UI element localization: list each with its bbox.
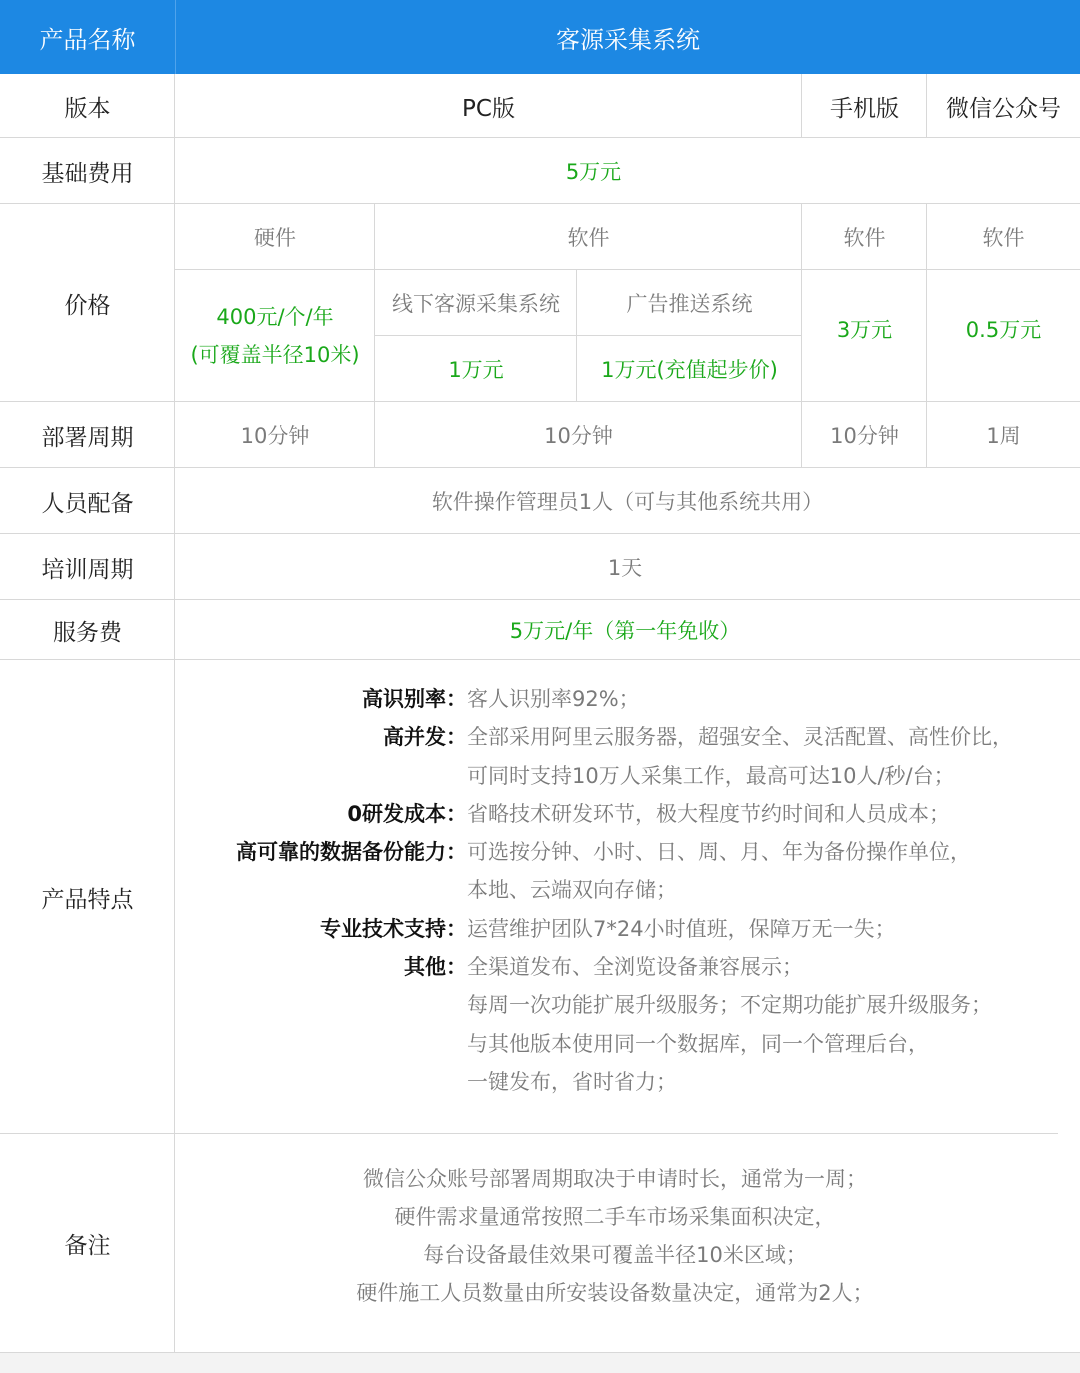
deploy-hardware: 10分钟 (240, 424, 310, 448)
column-divider (801, 204, 802, 468)
price-offline-name-cell (375, 270, 577, 336)
features-label-cell (0, 660, 175, 1134)
version-label: 版本 (64, 95, 111, 122)
row-divider (0, 137, 1080, 138)
price-mobile-value-cell (802, 270, 927, 388)
header-label: 产品名称 (39, 25, 136, 54)
row-divider (0, 401, 1080, 402)
feature-name: 高可靠的数据备份能力： (236, 840, 467, 865)
price-offline-value-cell (375, 336, 577, 402)
version-pc-cell (175, 74, 802, 138)
row-divider (375, 335, 802, 336)
price-wechat-value: 0.5万元 (965, 318, 1042, 342)
staff-value: 软件操作管理员1人（可与其他系统共用） (431, 490, 824, 514)
deploy-mobile-cell (802, 402, 927, 468)
row-divider (0, 659, 1080, 660)
row-divider (0, 1352, 1080, 1353)
features-list (175, 680, 1055, 1101)
base-fee-value: 5万元 (565, 160, 622, 184)
training-label: 培训周期 (41, 556, 134, 583)
feature-name: 高并发： (383, 725, 467, 750)
service-fee-value-cell (175, 600, 1075, 660)
feature-item (175, 795, 1055, 833)
price-hardware-header-cell (175, 204, 375, 270)
base-fee-label: 基础费用 (41, 160, 134, 187)
feature-item (175, 718, 1055, 795)
feature-line: 每周一次功能扩展升级服务；不定期功能扩展升级服务； (467, 993, 992, 1018)
staff-label: 人员配备 (41, 490, 134, 517)
service-fee-label-cell (0, 600, 175, 660)
feature-line: 与其他版本使用同一个数据库，同一个管理后台， (467, 1031, 929, 1056)
feature-name: 高识别率： (362, 687, 467, 711)
feature-name: 其他： (404, 955, 467, 980)
remark-line: 硬件施工人员数量由所安装设备数量决定，通常为2人； (356, 1281, 874, 1305)
feature-line: 客人识别率92%； (467, 687, 640, 711)
column-divider (374, 204, 375, 468)
header-label-cell (0, 0, 175, 74)
base-fee-label-cell (0, 138, 175, 204)
price-mobile-header-cell (802, 204, 927, 270)
price-hardware-note: (可覆盖半径10米) (190, 343, 360, 367)
price-ad-value-cell (577, 336, 802, 402)
price-software-header-cell (375, 204, 802, 270)
remarks-label-cell (0, 1134, 175, 1353)
feature-item (175, 680, 1055, 718)
column-divider (576, 270, 577, 402)
price-ad-name-cell (577, 270, 802, 336)
feature-item (175, 833, 1055, 910)
base-fee-value-cell (175, 138, 1012, 204)
deploy-label: 部署周期 (41, 424, 134, 451)
feature-line: 可同时支持10万人采集工作，最高可达10人/秒/台； (467, 763, 955, 788)
remark-line: 每台设备最佳效果可覆盖半径10米区域； (423, 1243, 807, 1267)
remark-line: 硬件需求量通常按照二手车市场采集面积决定， (394, 1205, 836, 1229)
training-label-cell (0, 534, 175, 600)
remark-line: 微信公众账号部署周期取决于申请时长，通常为一周； (363, 1167, 867, 1191)
feature-line: 全部采用阿里云服务器，超强安全、灵活配置、高性价比， (467, 725, 1013, 750)
price-ad-name: 广告推送系统 (626, 292, 753, 316)
feature-name: 0研发成本： (347, 801, 467, 826)
features-label: 产品特点 (41, 886, 134, 913)
remarks-list (175, 1160, 1055, 1312)
price-hardware-value: 400元/个/年 (216, 305, 334, 329)
deploy-software: 10分钟 (544, 424, 613, 448)
feature-item (175, 910, 1055, 948)
product-name: 客源采集系统 (556, 25, 700, 54)
version-pc: PC版 (462, 95, 515, 122)
feature-line: 一键发布，省时省力； (467, 1069, 677, 1094)
column-divider (174, 74, 175, 1353)
training-value: 1天 (607, 556, 643, 580)
feature-name: 专业技术支持： (320, 916, 467, 941)
feature-line: 省略技术研发环节，极大程度节约时间和人员成本； (467, 801, 950, 826)
price-hardware-header: 硬件 (254, 226, 296, 250)
version-wechat: 微信公众号 (946, 95, 1061, 122)
training-value-cell (175, 534, 1075, 600)
row-divider (175, 269, 1080, 270)
staff-label-cell (0, 468, 175, 534)
row-divider (0, 599, 1080, 600)
price-offline-name: 线下客源采集系统 (392, 292, 560, 316)
version-wechat-cell (927, 74, 1080, 138)
price-mobile-value: 3万元 (836, 318, 893, 342)
row-divider (0, 1133, 1058, 1134)
feature-line: 本地、云端双向存储； (467, 878, 677, 903)
deploy-wechat: 1周 (986, 424, 1021, 448)
feature-line: 全渠道发布、全浏览设备兼容展示； (467, 955, 803, 980)
price-hardware-value-cell (175, 270, 375, 402)
price-label-cell (0, 204, 175, 402)
column-divider (926, 74, 927, 138)
deploy-software-cell (375, 402, 782, 468)
version-mobile: 手机版 (830, 95, 899, 122)
price-mobile-header: 软件 (843, 226, 886, 250)
service-fee-value: 5万元/年（第一年免收） (509, 619, 741, 643)
price-software-header: 软件 (567, 226, 610, 250)
row-divider (0, 467, 1080, 468)
price-wechat-value-cell (927, 270, 1080, 388)
price-ad-value: 1万元(充值起步价) (601, 358, 778, 382)
service-fee-label: 服务费 (53, 619, 122, 646)
price-wechat-header-cell (927, 204, 1080, 270)
row-divider (0, 533, 1080, 534)
deploy-hardware-cell (175, 402, 375, 468)
price-wechat-header: 软件 (982, 226, 1025, 250)
remarks-label: 备注 (64, 1233, 111, 1259)
column-divider (926, 204, 927, 468)
feature-item (175, 948, 1055, 1101)
price-offline-value: 1万元 (448, 358, 504, 382)
deploy-mobile: 10分钟 (830, 424, 899, 448)
staff-value-cell (175, 468, 1080, 534)
version-mobile-cell (802, 74, 927, 138)
header-product-cell (175, 0, 1080, 74)
feature-line: 可选按分钟、小时、日、周、月、年为备份操作单位， (467, 840, 971, 865)
version-label-cell (0, 74, 175, 138)
feature-line: 运营维护团队7*24小时值班，保障万无一失； (467, 916, 896, 941)
deploy-label-cell (0, 402, 175, 468)
column-divider (801, 74, 802, 138)
price-label: 价格 (64, 292, 111, 319)
deploy-wechat-cell (927, 402, 1080, 468)
row-divider (0, 203, 1080, 204)
